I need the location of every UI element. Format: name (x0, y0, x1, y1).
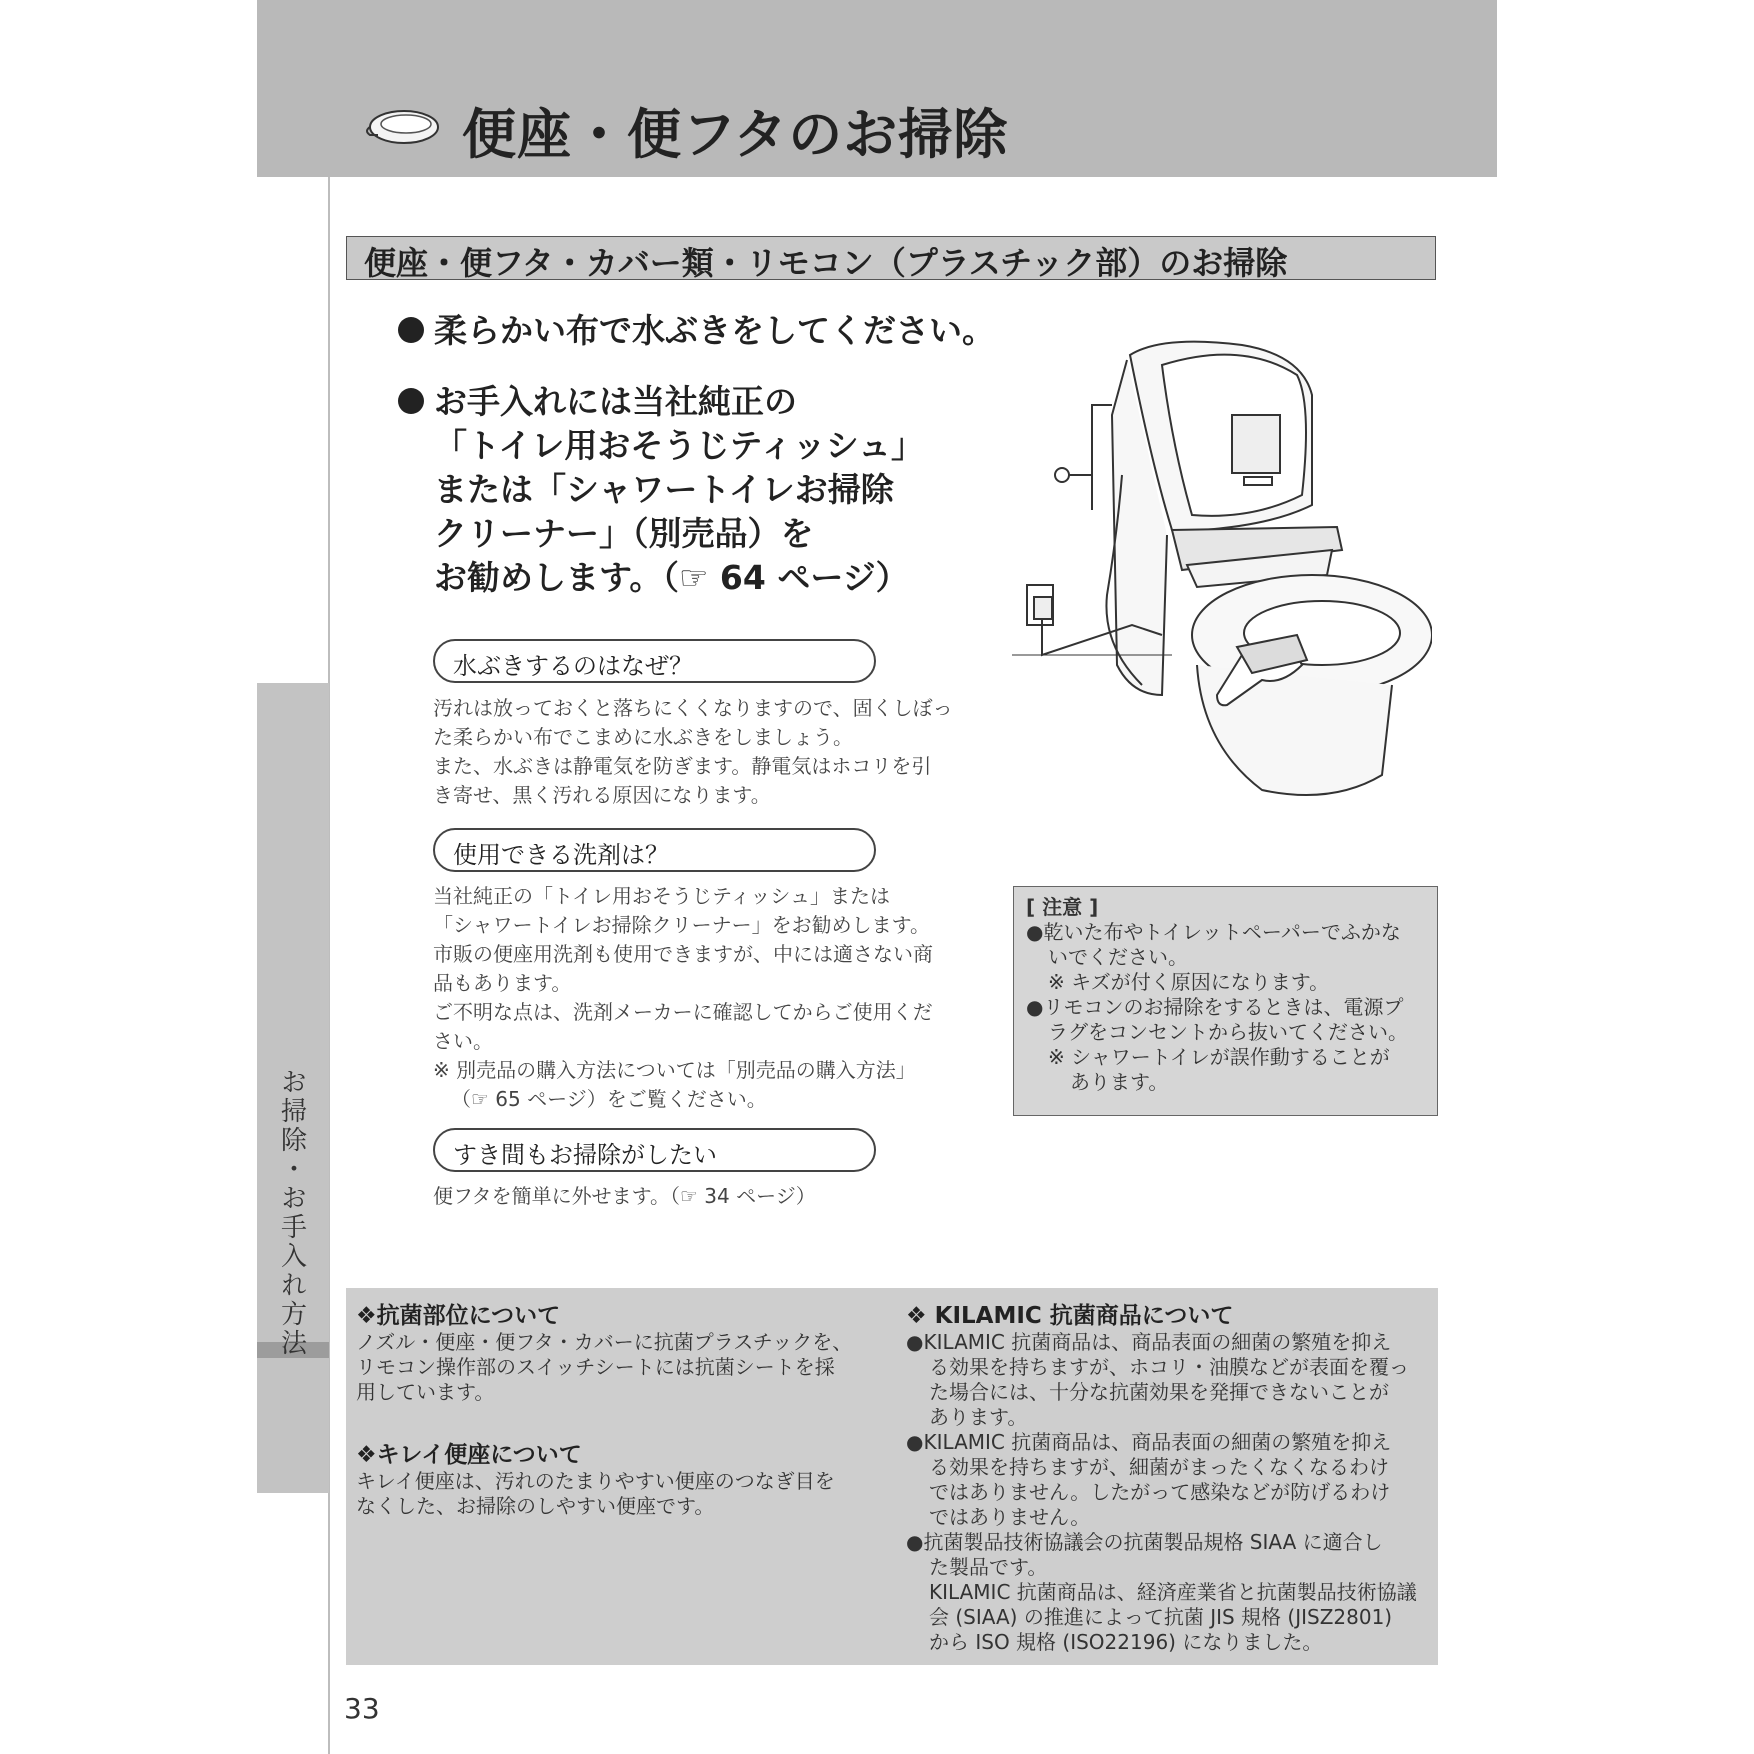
bullet-dot-icon (398, 317, 424, 343)
caution-line: ※ シャワートイレが誤作動することが (1048, 1045, 1390, 1069)
q2-line: ※ 別売品の購入方法については「別売品の購入方法」 (433, 1058, 916, 1082)
bullet-2-text: お手入れには当社純正の (434, 382, 797, 421)
q2-body (433, 882, 933, 1114)
info-left-line: なくした、お掃除のしやすい便座です。 (356, 1494, 715, 1518)
q2-line: 市販の便座用洗剤も使用できますが、中には適さない商 (433, 942, 933, 966)
page-number: 33 (344, 1692, 380, 1725)
info-right-line: る効果を持ちますが、細菌がまったくなくなるわけ (929, 1455, 1389, 1479)
q1-line: き寄せ、黒く汚れる原因になります。 (433, 783, 771, 807)
q1-line: また、水ぶきは静電気を防ぎます。静電気はホコリを引 (433, 754, 932, 778)
caution-line: ラグをコンセントから抜いてください。 (1048, 1020, 1408, 1044)
info-right-line: から ISO 規格 (ISO22196) になりました。 (929, 1630, 1323, 1654)
info-right-line: る効果を持ちますが、ホコリ・油膜などが表面を覆っ (929, 1355, 1409, 1379)
caution-line: あります。 (1070, 1070, 1169, 1094)
info-right-line: ●抗菌製品技術協議会の抗菌製品規格 SIAA に適合し (906, 1530, 1383, 1554)
antibacterial-parts-heading: ❖抗菌部位について (356, 1303, 561, 1329)
bullet-2-line-5: お勧めします。（☞ 64 ページ） (434, 558, 909, 597)
caution-line: ●リモコンのお掃除をするときは、電源プ (1026, 995, 1404, 1019)
caution-body (1026, 895, 1408, 1095)
info-right-line: ●KILAMIC 抗菌商品は、商品表面の細菌の繁殖を抑え (906, 1330, 1392, 1354)
info-right-line: た製品です。 (929, 1555, 1048, 1579)
q2-line: 当社純正の「トイレ用おそうじティッシュ」または (433, 884, 890, 908)
side-tab-label: お掃除・お手入れ方法 (276, 1068, 307, 1358)
spacer (356, 1405, 852, 1436)
bullet-2-line-4: クリーナー」（別売品）を (434, 514, 814, 553)
info-right-line: た場合には、十分な抗菌効果を発揮できないことが (929, 1380, 1389, 1404)
info-right (906, 1297, 1417, 1655)
caution-line: いでください。 (1048, 945, 1188, 969)
info-left-line: ノズル・便座・便フタ・カバーに抗菌プラスチックを、 (356, 1330, 853, 1354)
info-right-line: あります。 (929, 1405, 1028, 1429)
q2-line: さい。 (433, 1029, 493, 1053)
info-left-line: 用しています。 (356, 1380, 495, 1404)
q3-label-pill (433, 1128, 876, 1172)
q1-line: た柔らかい布でこまめに水ぶきをしましょう。 (433, 725, 853, 749)
q1-label-pill (433, 639, 876, 683)
info-left-line: キレイ便座は、汚れのたまりやすい便座のつなぎ目を (356, 1469, 835, 1493)
bullet-2-line-2: 「トイレ用おそうじティッシュ」 (434, 426, 925, 465)
q2-label: 使用できる洗剤は？ (453, 841, 669, 869)
q3-line: 便フタを簡単に外せます。（☞ 34 ページ） (433, 1184, 816, 1208)
info-right-line: ではありません。 (929, 1505, 1091, 1529)
info-right-line: ●KILAMIC 抗菌商品は、商品表面の細菌の繁殖を抑え (906, 1430, 1392, 1454)
q2-line: 品もあります。 (433, 971, 572, 995)
q2-line: 「シャワートイレお掃除クリーナー」をお勧めします。 (433, 913, 930, 937)
info-left-line: リモコン操作部のスイッチシートには抗菌シートを採 (356, 1355, 835, 1379)
caution-line: ●乾いた布やトイレットペーパーでふかな (1026, 920, 1401, 944)
q1-line: 汚れは放っておくと落ちにくくなりますので、固くしぼっ (433, 696, 953, 720)
toilet-wiping-illustration (1012, 335, 1432, 805)
bullet-2-line-3: または「シャワートイレお掃除 (434, 470, 894, 509)
q1-label: 水ぶきするのはなぜ？ (453, 652, 693, 680)
q2-line: （☞ 65 ページ）をご覧ください。 (451, 1087, 767, 1111)
caution-line: ※ キズが付く原因になります。 (1048, 970, 1330, 994)
page-title: 便座・便フタのお掃除 (462, 103, 1009, 166)
q1-body (433, 694, 953, 810)
bullet-dot-icon (398, 388, 424, 414)
bullet-2-line-1 (398, 376, 797, 423)
info-right-line: ではありません。したがって感染などが防げるわけ (929, 1480, 1391, 1504)
kilamic-heading: ❖ KILAMIC 抗菌商品について (906, 1303, 1234, 1329)
bullet-1-text: 柔らかい布で水ぶきをしてください。 (434, 311, 995, 350)
section-title: 便座・便フタ・カバー類・リモコン（プラスチック部）のお掃除 (364, 244, 1288, 282)
q3-body (433, 1182, 816, 1211)
caution-title: [ 注意 ] (1026, 895, 1099, 919)
clean-seat-heading: ❖キレイ便座について (356, 1442, 582, 1468)
info-right-line: 会 (SIAA) の推進によって抗菌 JIS 規格 (JISZ2801) (929, 1605, 1393, 1629)
info-right-line: KILAMIC 抗菌商品は、経済産業省と抗菌製品技術協議 (929, 1580, 1417, 1604)
info-left (356, 1297, 852, 1519)
q2-line: ご不明な点は、洗剤メーカーに確認してからご使用くだ (433, 1000, 933, 1024)
toilet-seat-icon (360, 105, 440, 151)
q2-label-pill (433, 828, 876, 872)
q3-label: すき間もお掃除がしたい (453, 1141, 717, 1169)
bullet-1 (398, 305, 995, 352)
